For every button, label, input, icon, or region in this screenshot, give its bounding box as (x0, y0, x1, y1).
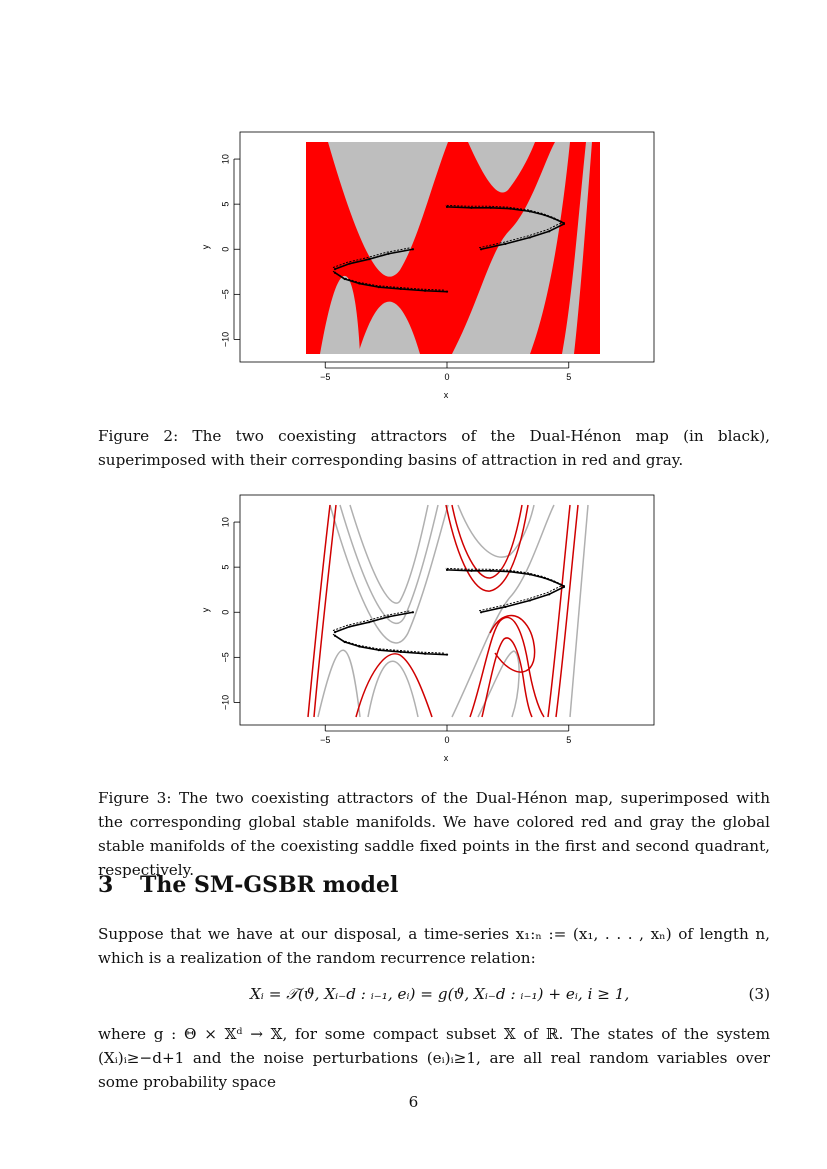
attractor-point (424, 290, 426, 292)
gray-manifold-curves (318, 505, 588, 717)
attractor-point (400, 288, 402, 290)
attractor-point (446, 206, 448, 208)
y-tick-label: 5 (220, 201, 231, 207)
x-tick-label: 0 (444, 735, 450, 745)
attractor-point (344, 278, 346, 280)
axes (200, 517, 571, 763)
attractor-point (548, 593, 550, 595)
attractor-point (529, 573, 531, 575)
attractor-point (529, 599, 531, 601)
red-manifold-curves (308, 505, 578, 717)
plot-frame (240, 495, 654, 725)
attractor-series-1-strand (479, 586, 562, 611)
equation-body: Xᵢ = 𝒯(ϑ, Xᵢ₋⁤d : ᵢ₋₁, eᵢ) = g(ϑ, Xᵢ₋⁤d : ᵢ₋₁) + eᵢ, i ≥ 1, (250, 985, 630, 1003)
attractor-point (563, 586, 565, 588)
y-tick-label: −10 (220, 694, 231, 711)
x-tick-label: 5 (566, 372, 572, 382)
attractor-point (509, 208, 511, 210)
x-axis-label: x (443, 753, 449, 763)
section-title: The SM-GSBR model (140, 872, 399, 898)
attractor-point (412, 611, 414, 613)
attractor-point (563, 223, 565, 225)
attractor-point (529, 236, 531, 238)
attractor-point (334, 635, 336, 637)
attractor-point (358, 282, 360, 284)
attractor-point (334, 631, 336, 633)
attractor-point (387, 616, 389, 618)
attractor-point (368, 258, 370, 260)
y-tick-label: 10 (220, 154, 231, 165)
attractor-point (480, 611, 482, 613)
figure-3-plot (190, 483, 670, 773)
attractor-point (358, 645, 360, 647)
attractor-point (490, 570, 492, 572)
attractor-point (553, 217, 555, 219)
x-axis-label: x (443, 390, 449, 400)
y-tick-label: 10 (220, 517, 231, 528)
section-heading (98, 872, 398, 898)
attractor-point (334, 268, 336, 270)
attractor-point (529, 210, 531, 212)
figure-2-caption: Figure 2: The two coexisting attractors of the Dual-Hénon map (in black), superimposed with their corresponding basins of attraction in red and gray. (98, 427, 770, 469)
figure-2-plot (190, 120, 670, 410)
attractor-point (446, 569, 448, 571)
x-tick-label: 5 (566, 735, 572, 745)
y-tick-label: −5 (220, 289, 231, 300)
y-axis-label: y (200, 244, 211, 250)
attractor-point (509, 571, 511, 573)
attractor-point (368, 621, 370, 623)
equation-number: (3) (748, 985, 770, 1003)
basin-regions (306, 142, 600, 354)
section-number: 3 (98, 872, 114, 898)
attractor-point (348, 263, 350, 265)
attractor-point (334, 272, 336, 274)
attractor-point (548, 230, 550, 232)
attractor-series-3 (335, 636, 447, 655)
figure-3-caption: Figure 3: The two coexisting attractors of the Dual-Hénon map, superimposed with the corresponding global stable manifolds. We have colored red and gray the global stable manifolds of the coexisting saddle fixed points in the first and second quadrant, respectively. (98, 789, 770, 879)
attractor-point (387, 253, 389, 255)
x-tick-label: −5 (320, 372, 331, 382)
attractor-point (344, 641, 346, 643)
attractor-point (480, 248, 482, 250)
attractor-point (543, 577, 545, 579)
attractor-point (446, 654, 448, 656)
paragraph-intro: Suppose that we have at our disposal, a time-series x₁:ₙ := (x₁, . . . , xₙ) of length n, which is a realization of the random recurrence relation: (98, 925, 770, 967)
y-axis-label: y (200, 607, 211, 613)
x-tick-label: 0 (444, 372, 450, 382)
attractor-point (424, 653, 426, 655)
x-tick-label: −5 (320, 735, 331, 745)
attractor-point (470, 570, 472, 572)
attractor-point (348, 626, 350, 628)
y-tick-label: 0 (220, 246, 231, 252)
attractor-point (378, 649, 380, 651)
attractor-point (470, 207, 472, 209)
attractor-point (446, 291, 448, 293)
stable-manifolds (308, 505, 588, 717)
attractor-point (553, 580, 555, 582)
attractor-point (412, 248, 414, 250)
y-tick-label: 5 (220, 564, 231, 570)
y-tick-label: −10 (220, 331, 231, 348)
attractor-point (543, 214, 545, 216)
attractor-point (504, 606, 506, 608)
attractor-point (490, 207, 492, 209)
paragraph-definitions: where g : Θ × 𝕏ᵈ → 𝕏, for some compact subset 𝕏 of ℝ. The states of the system (Xᵢ)ᵢ≥−d+1 and the noise perturbations (eᵢ)ᵢ≥1, are all real random variables over some probability space (98, 1025, 770, 1091)
attractor-point (504, 243, 506, 245)
attractor-point (400, 651, 402, 653)
y-tick-label: −5 (220, 652, 231, 663)
page-number: 6 (408, 1093, 419, 1111)
y-tick-label: 0 (220, 609, 231, 615)
attractor-point (378, 286, 380, 288)
